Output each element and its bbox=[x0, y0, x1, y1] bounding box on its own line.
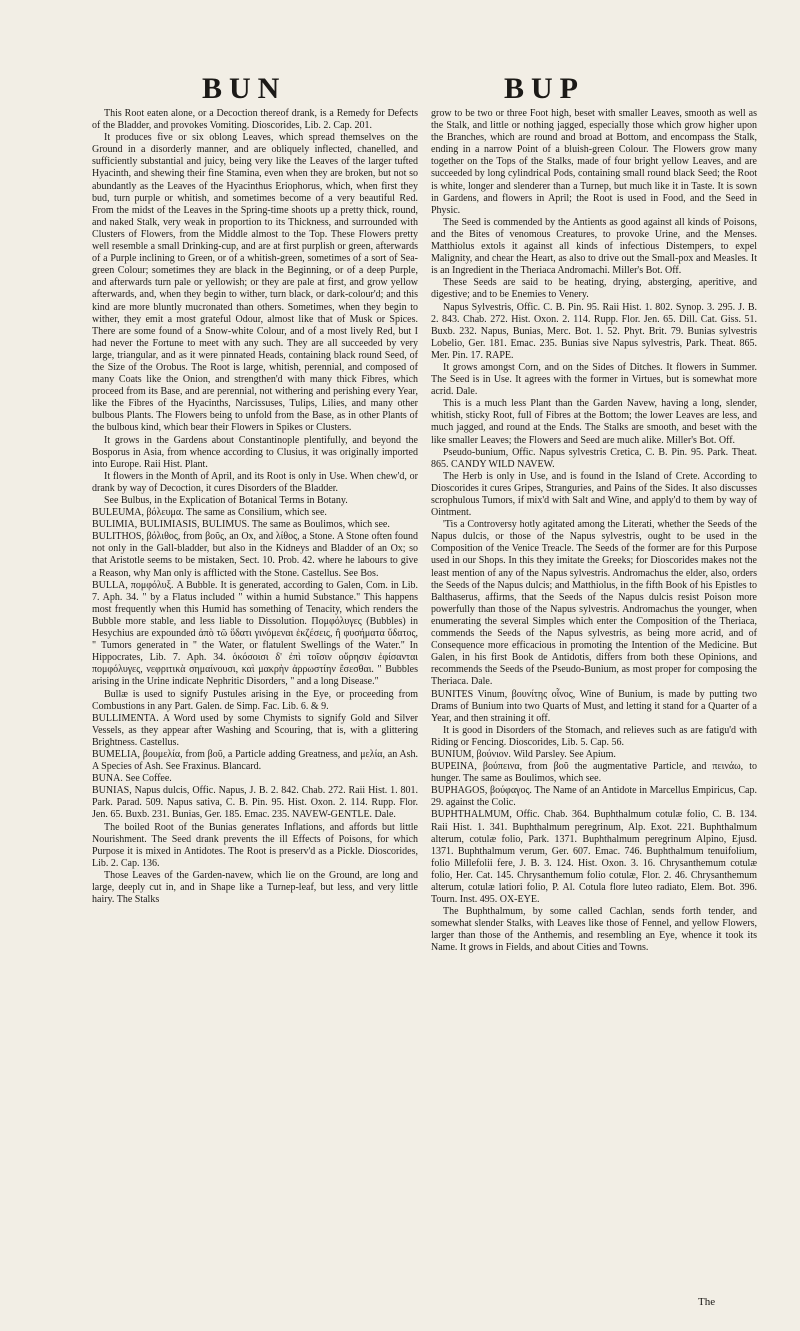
paragraph: grow to be two or three Foot high, beset with smaller Leaves, smooth as well as the Stalk, and little or nothing jagged, especially those which grow higher upon the Branches, which are round and broad at Bottom, and encompass the Stalk, ending in a narrow Point of a bluish-green Colour. The Flowers grow many together on the Tops of the Stalks, made of four bright yellow Leaves, and are succeeded by long cylindrical Pods, containing small round black Seed; the Root is white, longer and slenderer than a Turnep, but much like it in Taste. It is sown in Gardens, and flowers in April; the Root is used in Food, and the Seed in Physic. bbox=[431, 108, 757, 216]
entry-bunias: BUNIAS, Napus dulcis, Offic. Napus, J. B. 2. 842. Chab. 272. Raii Hist. 1. 801. Park. Parad. 509. Napus sativa, C. B. Pin. 95. Hist. Oxon. 2. 114. Rupp. Flor. Jen. 65. Buxb. 231. Bunias, Ger. 185. Emac. 235. NAVEW-GENTLE. Dale. bbox=[92, 785, 418, 821]
entry-pseudo-bunium: Pseudo-bunium, Offic. Napus sylvestris Cretica, C. B. Pin. 95. Park. Theat. 865. CANDY WILD NAVEW. bbox=[431, 446, 757, 470]
entry-napus-sylvestris: Napus Sylvestris, Offic. C. B. Pin. 95. Raii Hist. 1. 802. Synop. 3. 295. J. B. 2. 843. Chab. 272. Hist. Oxon. 2. 114. Rupp. Flor. Jen. 65. Dill. Cat. Giss. 51. Buxb. 232. Napus, Bunias, Merc. Bot. 1. 52. Phyt. Brit. 79. Bunias sylvestris Lobelio, Ger. 181. Emac. 235. Bunias sive Napus sylvestris, Park. Theat. 865. Mer. Pin. 17. RAPE. bbox=[431, 301, 757, 361]
running-head-left: BUN bbox=[202, 72, 287, 105]
paragraph: Those Leaves of the Garden-navew, which lie on the Ground, are long and large, deeply cut in, and in Shape like a Turnep-leaf, but less, and very little hairy. The Stalks bbox=[92, 869, 418, 906]
paragraph: The Herb is only in Use, and is found in the Island of Crete. According to Dioscorides it cures Gripes, Stranguries, and Pains of the Sides. It also discusses scrophulous Tumors, if mix'd with Salt and Wine, and apply'd to them by way of Ointment. bbox=[431, 470, 757, 519]
entry-bullimenta: BULLIMENTA. A Word used by some Chymists to signify Gold and Silver Vessels, as they appear after Washing and Scouring, that is, with a glittering Brightness. Castellus. bbox=[92, 712, 418, 748]
right-column bbox=[431, 108, 757, 1308]
entry-buphagos: BUPHAGOS, βούφαγος. The Name of an Antidote in Marcellus Empiricus, Cap. 29. against the Colic. bbox=[431, 785, 757, 809]
paragraph: It produces five or six oblong Leaves, which spread themselves on the Ground in a disorderly manner, and are obliquely inflected, chanelled, and sufficiently substantial and juicy, being very like the Leaves of the larger tufted Hyacinth, and shewing their fine Stamina, even when they are broken, but not so abundantly as the Leaves of the Hyacinthus Eriophorus, which, when first they bud, turn purple or whitish, and sometimes become of a very beautiful Red. From the midst of the Leaves in the Spring-time shoots up a pretty thick, round, and naked Stalk, very weak in proportion to its Thickness, and surrounded with Clusters of Flowers, from the Middle almost to the Top. These Flowers pretty well resemble a small Drinking-cup, and are at first purplish or green, afterwards of a Purple inclining to Green, or of a whitish-green, sometimes of a sort of Sea-green Colour; sometimes they are black in the Beginning, or of a deep Purple, and afterwards turn pale or yellowish; or they are pale at first, and grow yellow afterwards, and, when they begin to wither, turn black, or dark-colour'd; and this kind are more bluntly mucronated than others. Sometimes, when they begin to wither, they emit a most grateful Odour, almost like that of Musk or Spices. There are some found of a Snow-white Colour, and of a most lively Red, but I had never the Fortune to meet with any such. They are all succeeded by very large, triangular, and as it were pinnated Heads, containing black round Seed, of the Size of the Orobus. The Root is large, whitish, perennial, and composed of many Coats like the Onion, and strengthen'd with many thick Fibres, which proceed from its Base, and are perennial, not withering and perishing every Year, like the Fibres of the Hyacinths, Narcissuses, Tulips, Lilies, and many other bulbous Plants. The Flowers being to unfold from the Base, as in other Plants of the bulbous kind, which bear their Flowers in Spikes or Clusters. bbox=[92, 132, 418, 434]
entry-bumelia: BUMELIA, βουμελία, from βοῦ, a Particle adding Greatness, and μελία, an Ash. A Species of Ash. See Fraxinus. Blancard. bbox=[92, 748, 418, 773]
paragraph: This is a much less Plant than the Garden Navew, having a long, slender, whitish, sticky Root, full of Fibres at the Bottom; the lower Leaves are less, and much jagged, and round at the Ends. The Stalks are smooth, and beset with the like smaller Leaves; the Flowers and Seed are much alike. Miller's Bot. Off. bbox=[431, 398, 757, 446]
paragraph: Bullæ is used to signify Pustules arising in the Eye, or proceeding from Combustions in any Part. Galen. de Simp. Fac. Lib. 6. & 9. bbox=[92, 688, 418, 712]
entry-buphthalmum: BUPHTHALMUM, Offic. Chab. 364. Buphthalmum cotulæ folio, C. B. 134. Raii Hist. 1. 341. Buphthalmum peregrinum, Alp. Exot. 221. Buphthalmum alterum, cotulæ folio, Park. 1371. Buphthalmum peregrinum Alpino, Ejusd. 1371. Buphthalmum verum, Ger. 607. Emac. 746. Buphthalmum tenuifolium, folio Millefolii fere, J. B. 3. 124. Hist. Oxon. 3. 16. Chrysanthemum cotulæ folio, Her. Cat. 145. Chrysanthemum folio cotulæ, Flor. 2. 46. Chrysanthemum alterum, cotulæ latiori folio, P. Al. Cotula flore luteo radiato, Elem. Bot. 396. Tourn. Inst. 495. OX-EYE. bbox=[431, 809, 757, 906]
paragraph: 'Tis a Controversy hotly agitated among the Literati, whether the Seeds of the Napus dulcis, or those of the Napus sylvestris, ought to be used in the Composition of the Venice Treacle. The Seeds of the former are for this Purpose used in our Shops. In this they imitate the Greeks; for Dioscorides makes not the least mention of any of the Napus sylvestris. Andromachus the elder, also, orders the Seeds of the Napus dulcis; and Matthiolus, in the fifth Book of his Epistles to Balthaserus, affirms, that the Seeds of the Napus dulcis resist Poison more powerfully than those of the Napus sylvestris. Andromachus the younger, when enumerating the several Simples which enter the Composition of the Theriaca, commends the Seeds of the Napus sylvestris, as being more acrid, and of Consequence more efficacious in promoting the Intention of the Medicine. But Galen, in his first Book de Antidotis, differs from both these Opinions, and recommends the Seeds of the Pseudo-Bunium, as most proper for composing the Theriaca. Dale. bbox=[431, 519, 757, 688]
paragraph: It grows amongst Corn, and on the Sides of Ditches. It flowers in Summer. The Seed is in Use. It agrees with the former in Virtues, but is somewhat more acrid. Dale. bbox=[431, 361, 757, 398]
paragraph: It grows in the Gardens about Constantinople plentifully, and beyond the Bosporus in Asia, from whence according to Clusius, it was originally imported into Europe. Raii Hist. Plant. bbox=[92, 434, 418, 470]
entry-bupeina: BUPEINA, βούπεινα, from βοῦ the augmentative Particle, and πεινάω, to hunger. The same as Boulimos, which see. bbox=[431, 761, 757, 785]
entry-bulithos: BULITHOS, βόλιθος, from βοῦς, an Ox, and λίθος, a Stone. A Stone often found not only in the Gall-bladder, but also in the Kidneys and Bladder of an Ox; so that Aristotle seems to be mistaken, Sect. 10. Prob. 42. where he labours to give a Reason, why Man only is afflicted with the Stone. Castellus. See Bos. bbox=[92, 531, 418, 579]
left-column bbox=[92, 108, 418, 1308]
entry-buleuma: BULEUMA, βόλευμα. The same as Consilium, which see. bbox=[92, 507, 327, 519]
running-head-right: BUP bbox=[504, 72, 585, 105]
entry-bunites: BUNITES Vinum, βουνίτης οἶνος, Wine of Bunium, is made by putting two Drams of Bunium into two Quarts of Must, and letting it stand for a Quarter of a Year, and then straining it off. bbox=[431, 688, 757, 724]
paragraph: The Buphthalmum, by some called Cachlan, sends forth tender, and somewhat slender Stalks, with Leaves like those of Fennel, and yellow Flowers, larger than those of the Anthemis, and resembling an Eye, whence it took its Name. It grows in Fields, and about Cities and Towns. bbox=[431, 906, 757, 954]
paragraph: It flowers in the Month of April, and its Root is only in Use. When chew'd, or drank by way of Decoction, it cures Disorders of the Bladder. bbox=[92, 470, 418, 494]
paragraph: It is good in Disorders of the Stomach, and relieves such as are fatigu'd with Riding or Fencing. Dioscorides, Lib. 5. Cap. 56. bbox=[431, 724, 757, 748]
entry-buna: BUNA. See Coffee. bbox=[92, 773, 172, 785]
paragraph: These Seeds are said to be heating, drying, absterging, aperitive, and digestive; and to be Enemies to Venery. bbox=[431, 277, 757, 301]
paragraph: The boiled Root of the Bunias generates Inflations, and affords but little Nourishment. The Seed drank prevents the ill Effects of Poisons, for which Purpose it is mixed in Antidotes. The Root is preserv'd as a Pickle. Dioscorides, Lib. 2. Cap. 136. bbox=[92, 821, 418, 869]
catchword: The bbox=[698, 1296, 716, 1308]
entry-bulimia: BULIMIA, BULIMIASIS, BULIMUS. The same as Boulimos, which see. bbox=[92, 519, 390, 531]
paragraph: See Bulbus, in the Explication of Botanical Terms in Botany. bbox=[104, 495, 348, 506]
entry-bulla: BULLA, πομφόλυξ. A Bubble. It is generated, according to Galen, Com. in Lib. 7. Aph. 34. " by a Flatus included " within a humid Substance." This happens most frequently when this Humid has something of Tenacity, which renders the Bubble more stable, and less liable to Dissolution. Πομφόλυγες (Bubbles) in Hesychius are expounded ἀπὸ τῶ ὕδατι γινόμεναι ἐκζέσεις, ἢ φυσήματα ὕδατος, " Tumors generated in " the Water, or flatulent Swellings of the Water." In Hippocrates, Lib. 7. Aph. 34. ὁκόσοισι δ' ἐπὶ τοῖσιν οὔρησιν ἐφίσανται πομφόλυγες, νεφριτικὰ σημαίνουσι, καὶ μακρὴν ἀρρωστίην ἔσεσθαι. " Bubbles arising in the Urine indicate Nephritic Disorders, " and a long Disease." bbox=[92, 579, 418, 688]
paragraph: The Seed is commended by the Antients as good against all kinds of Poisons, and the Bites of venomous Creatures, to provoke Urine, and the Menses. Matthiolus extols it against all kinds of infectious Distempers, to expel Malignity, and chear the Heart, as also to drive out the Small-pox and Measles. It is an Ingredient in the Theriaca Andromachi. Miller's Bot. Off. bbox=[431, 216, 757, 277]
entry-bunium: BUNIUM, βούνιον. Wild Parsley. See Apium. bbox=[431, 748, 616, 760]
paragraph: This Root eaten alone, or a Decoction thereof drank, is a Remedy for Defects of the Bladder, and provokes Vomiting. Dioscorides, Lib. 2. Cap. 201. bbox=[92, 108, 418, 132]
